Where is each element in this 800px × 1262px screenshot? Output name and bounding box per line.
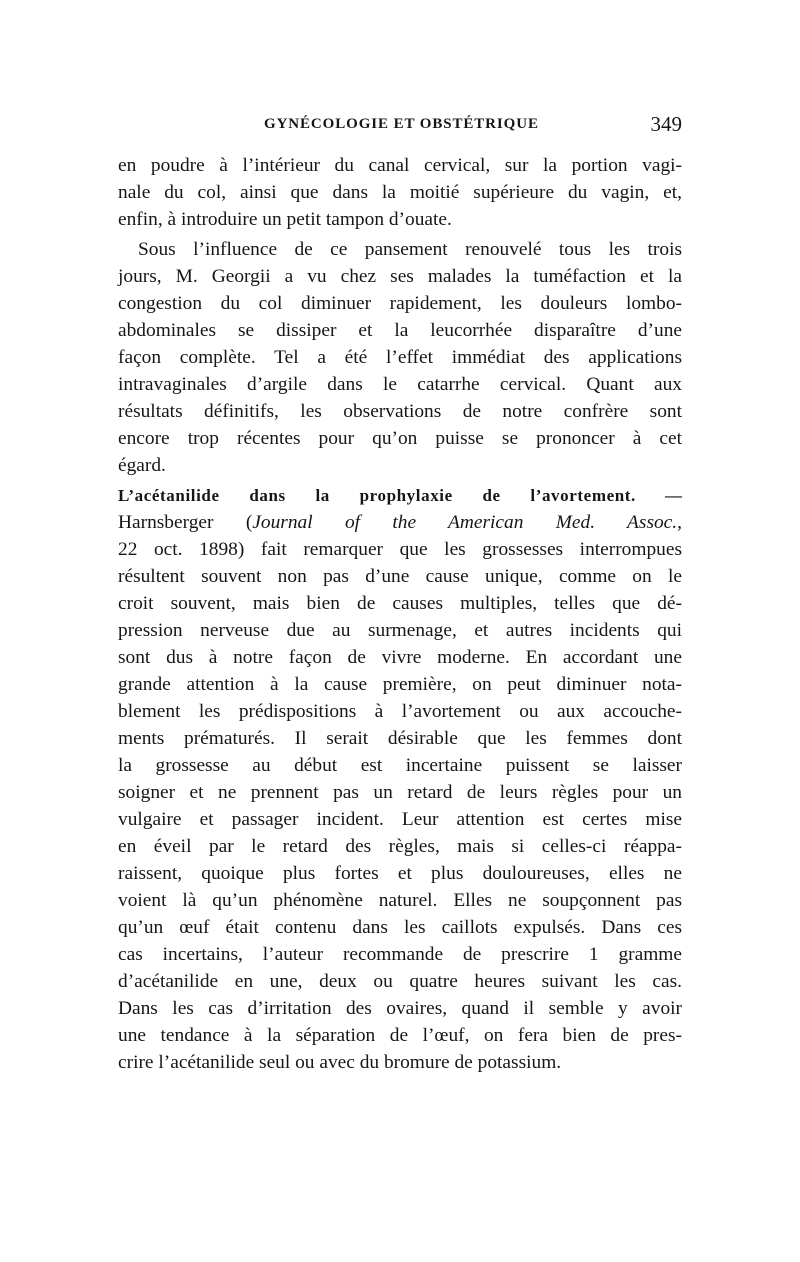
text-line: jours, M. Georgii a vu chez ses malades la tuméfaction et la <box>118 266 682 287</box>
text-line: d’acétanilide en une, deux ou quatre heures suivant les cas. <box>118 971 682 992</box>
text-line: intravaginales d’argile dans le catarrhe cervical. Quant aux <box>118 374 682 395</box>
section-dash: — <box>665 486 682 505</box>
text-line: croit souvent, mais bien de causes multiples, telles que dé- <box>118 593 682 614</box>
paragraph-georgii <box>118 236 682 479</box>
text-line: abdominales se dissiper et la leucorrhée disparaître d’une <box>118 320 682 341</box>
text-line: enfin, à introduire un petit tampon d’ouate. <box>118 209 452 230</box>
text-line: égard. <box>118 455 166 476</box>
text-line: voient là qu’un phénomène naturel. Elles ne soupçonnent pas <box>118 890 682 911</box>
running-title: GYNÉCOLOGIE ET OBSTÉTRIQUE <box>264 116 539 132</box>
text-line: résultats définitifs, les observations de notre confrère sont <box>118 401 682 422</box>
text-line: nale du col, ainsi que dans la moitié supérieure du vagin, et, <box>118 182 682 203</box>
section-heading-line <box>118 482 682 509</box>
citation-open: ( <box>245 512 253 533</box>
text-line: soigner et ne prennent pas un retard de leurs règles pour un <box>118 782 682 803</box>
section-title: L’acétanilide dans la prophylaxie de l’avortement. <box>118 486 636 505</box>
text-line: grande attention à la cause première, on peut diminuer nota- <box>118 674 682 695</box>
text-line: congestion du col diminuer rapidement, les douleurs lombo- <box>118 293 682 314</box>
text-line: cas incertains, l’auteur recommande de prescrire 1 gramme <box>118 944 682 965</box>
text-line: qu’un œuf était contenu dans les caillots expulsés. Dans ces <box>118 917 682 938</box>
text-line: raissent, quoique plus fortes et plus douloureuses, elles ne <box>118 863 682 884</box>
section-acetanilide <box>118 482 682 1076</box>
text-line: ments prématurés. Il serait désirable que les femmes dont <box>118 728 682 749</box>
text-line: en poudre à l’intérieur du canal cervical, sur la portion vagi- <box>118 155 682 176</box>
citation-line <box>118 509 682 536</box>
text-line: résultent souvent non pas d’une cause unique, comme on le <box>118 566 682 587</box>
text-line: Sous l’influence de ce pansement renouvelé tous les trois <box>138 239 682 260</box>
text-line: blement les prédispositions à l’avortement ou aux accouche- <box>118 701 682 722</box>
journal-title: Journal of the American Med. Assoc. <box>252 512 678 533</box>
text-line: crire l’acétanilide seul ou avec du bromure de potassium. <box>118 1052 562 1073</box>
page-number: 349 <box>650 112 682 136</box>
text-line: encore trop récentes pour qu’on puisse se prononcer à cet <box>118 428 682 449</box>
text-line: 22 oct. 1898) fait remarquer que les grossesses interrompues <box>118 539 682 560</box>
text-line: façon complète. Tel a été l’effet immédiat des applications <box>118 347 682 368</box>
citation-rest: , <box>677 512 682 533</box>
text-line: vulgaire et passager incident. Leur attention est certes mise <box>118 809 682 830</box>
paragraph-continued <box>118 152 682 233</box>
running-head <box>118 112 682 146</box>
text-line: Dans les cas d’irritation des ovaires, quand il semble y avoir <box>118 998 682 1019</box>
author-name: Harnsberger <box>118 512 214 533</box>
text-line: en éveil par le retard des règles, mais si celles-ci réappa- <box>118 836 682 857</box>
text-line: pression nerveuse due au surmenage, et autres incidents qui <box>118 620 682 641</box>
text-line: sont dus à notre façon de vivre moderne. En accordant une <box>118 647 682 668</box>
text-line: la grossesse au début est incertaine puissent se laisser <box>118 755 682 776</box>
text-line: une tendance à la séparation de l’œuf, on fera bien de pres- <box>118 1025 682 1046</box>
